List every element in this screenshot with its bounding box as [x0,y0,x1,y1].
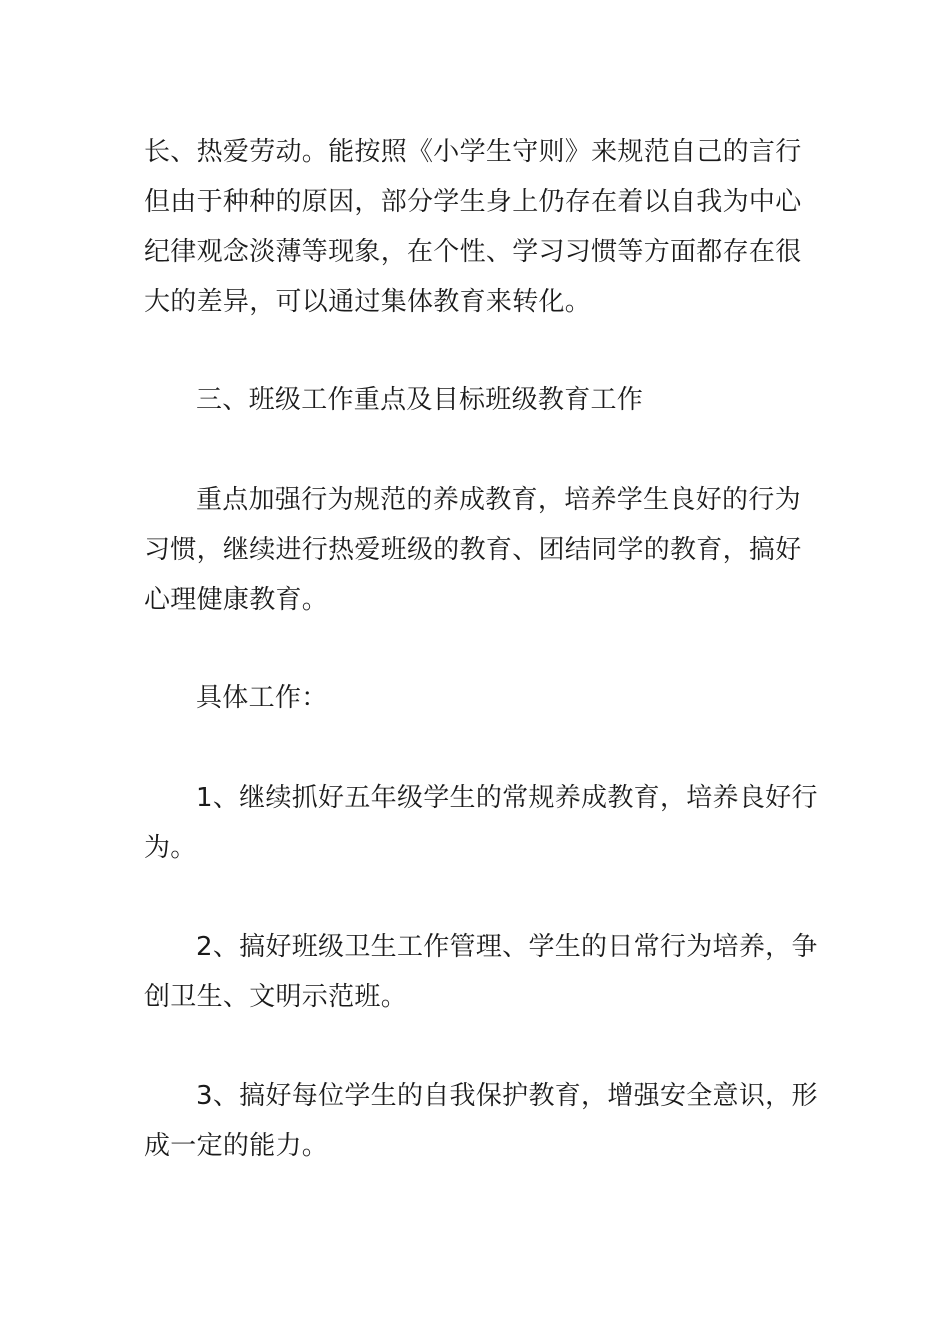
text-line: 重点加强行为规范的养成教育，培养学生良好的行为 [196,485,801,515]
text-line: 1、继续抓好五年级学生的常规养成教育，培养良好行 [196,783,818,813]
text-line: 为。 [144,833,197,863]
paragraph-focus [144,475,808,625]
text-line: 创卫生、文明示范班。 [144,982,408,1012]
text-line: 习惯，继续进行热爱班级的教育、团结同学的教育，搞好 [144,535,802,565]
list-item-2 [144,922,818,1022]
list-item-1 [144,773,818,873]
text-line: 纪律观念淡薄等现象，在个性、学习习惯等方面都存在很 [144,237,802,267]
text-line: 长、热爱劳动。能按照《小学生守则》来规范自己的言行 [144,137,802,167]
text-line: 心理健康教育。 [144,585,329,615]
list-item-3 [144,1071,818,1171]
text-line: 但由于种种的原因，部分学生身上仍存在着以自我为中心 [144,187,802,217]
paragraph-class-situation [144,127,808,327]
subheading-specific-work [144,673,808,723]
text-line: 2、搞好班级卫生工作管理、学生的日常行为培养，争 [196,932,818,962]
heading-text: 三、班级工作重点及目标班级教育工作 [196,385,644,415]
text-line: 大的差异，可以通过集体教育来转化。 [144,287,592,317]
section-heading [144,375,808,425]
subheading-text: 具体工作： [196,683,328,713]
text-line: 3、搞好每位学生的自我保护教育，增强安全意识，形 [196,1081,818,1111]
text-line: 成一定的能力。 [144,1131,329,1161]
